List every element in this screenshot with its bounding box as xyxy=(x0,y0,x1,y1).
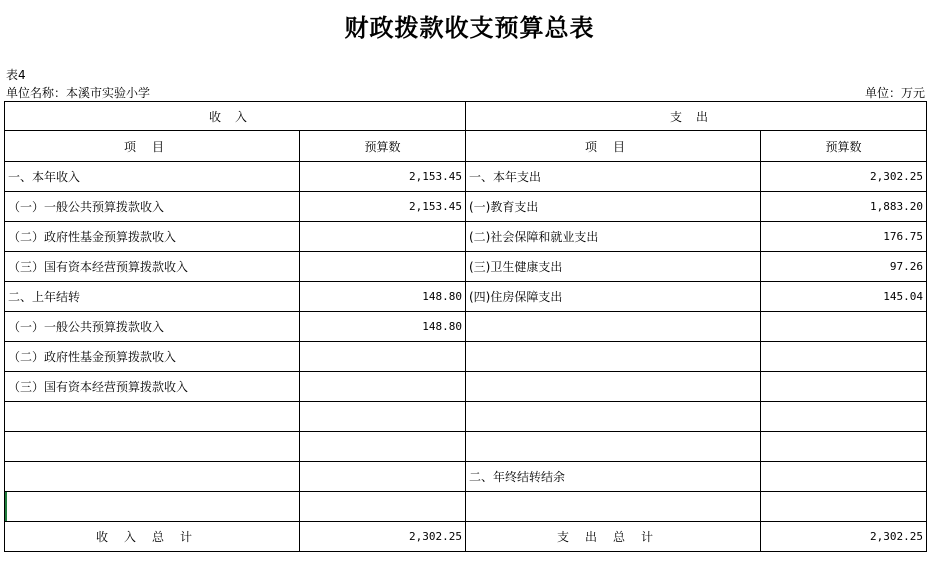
expense-item-cell[interactable]: (一)教育支出 xyxy=(466,192,761,222)
income-item-cell[interactable]: （三）国有资本经营预算拨款收入 xyxy=(5,372,300,402)
expense-value-cell[interactable] xyxy=(761,312,927,342)
expense-total-label[interactable]: 支出总计 xyxy=(466,522,761,552)
income-value-cell[interactable] xyxy=(300,252,466,282)
expense-value-cell[interactable]: 2,302.25 xyxy=(761,162,927,192)
expense-value-cell[interactable]: 1,883.20 xyxy=(761,192,927,222)
expense-value-cell[interactable] xyxy=(761,492,927,522)
expense-item-cell[interactable]: (四)住房保障支出 xyxy=(466,282,761,312)
income-budget-header[interactable]: 预算数 xyxy=(300,131,466,162)
expense-item-cell[interactable] xyxy=(466,312,761,342)
expense-value-cell[interactable] xyxy=(761,402,927,432)
table-row xyxy=(5,462,927,492)
table-row xyxy=(5,432,927,462)
income-value-cell[interactable] xyxy=(300,222,466,252)
expense-value-cell[interactable]: 176.75 xyxy=(761,222,927,252)
income-item-cell[interactable] xyxy=(5,402,300,432)
table-row xyxy=(5,252,927,282)
budget-table xyxy=(4,101,927,552)
expense-budget-header[interactable]: 预算数 xyxy=(761,131,927,162)
table-row xyxy=(5,372,927,402)
totals-row xyxy=(5,522,927,552)
expense-item-cell[interactable] xyxy=(466,432,761,462)
income-item-cell[interactable]: （二）政府性基金预算拨款收入 xyxy=(5,342,300,372)
income-total-value[interactable]: 2,302.25 xyxy=(300,522,466,552)
income-value-cell[interactable]: 148.80 xyxy=(300,312,466,342)
expense-item-cell[interactable]: (三)卫生健康支出 xyxy=(466,252,761,282)
income-value-cell[interactable] xyxy=(300,492,466,522)
unit-name: 单位名称：本溪市实验小学 xyxy=(6,86,151,100)
income-total-label[interactable]: 收入总计 xyxy=(5,522,300,552)
unit-label: 单位：万元 xyxy=(864,86,925,100)
income-value-cell[interactable]: 2,153.45 xyxy=(300,162,466,192)
expense-item-cell[interactable] xyxy=(466,372,761,402)
table-number: 表4 xyxy=(6,68,26,82)
table-row xyxy=(5,162,927,192)
expense-total-value[interactable]: 2,302.25 xyxy=(761,522,927,552)
income-value-cell[interactable]: 148.80 xyxy=(300,282,466,312)
income-item-cell[interactable]: 一、本年收入 xyxy=(5,162,300,192)
expense-header[interactable]: 支出 xyxy=(466,102,927,131)
expense-item-header[interactable]: 项目 xyxy=(466,131,761,162)
table-row xyxy=(5,342,927,372)
income-item-cell[interactable]: （三）国有资本经营预算拨款收入 xyxy=(5,252,300,282)
income-item-cell[interactable] xyxy=(5,432,300,462)
table-header-columns xyxy=(5,131,927,162)
income-item-header[interactable]: 项目 xyxy=(5,131,300,162)
income-item-cell[interactable] xyxy=(5,462,300,492)
income-value-cell[interactable] xyxy=(300,432,466,462)
table-header-group xyxy=(5,102,927,131)
table-row xyxy=(5,492,927,522)
table-row xyxy=(5,222,927,252)
income-item-cell[interactable]: 二、上年结转 xyxy=(5,282,300,312)
income-item-cell[interactable] xyxy=(5,492,300,522)
expense-value-cell[interactable]: 97.26 xyxy=(761,252,927,282)
expense-item-cell[interactable]: (二)社会保障和就业支出 xyxy=(466,222,761,252)
expense-value-cell[interactable] xyxy=(761,462,927,492)
expense-item-cell[interactable]: 二、年终结转结余 xyxy=(466,462,761,492)
expense-item-cell[interactable] xyxy=(466,402,761,432)
page-title: 财政拨款收支预算总表 xyxy=(344,13,595,42)
table-row xyxy=(5,312,927,342)
income-value-cell[interactable] xyxy=(300,462,466,492)
expense-item-cell[interactable] xyxy=(466,342,761,372)
expense-item-cell[interactable]: 一、本年支出 xyxy=(466,162,761,192)
table-row xyxy=(5,192,927,222)
income-value-cell[interactable] xyxy=(300,372,466,402)
expense-value-cell[interactable] xyxy=(761,342,927,372)
income-item-cell[interactable]: （一）一般公共预算拨款收入 xyxy=(5,312,300,342)
income-header[interactable]: 收入 xyxy=(5,102,466,131)
income-item-cell[interactable]: （一）一般公共预算拨款收入 xyxy=(5,192,300,222)
table-row xyxy=(5,402,927,432)
expense-value-cell[interactable] xyxy=(761,432,927,462)
income-item-cell[interactable]: （二）政府性基金预算拨款收入 xyxy=(5,222,300,252)
income-value-cell[interactable]: 2,153.45 xyxy=(300,192,466,222)
table-row xyxy=(5,282,927,312)
income-value-cell[interactable] xyxy=(300,342,466,372)
expense-value-cell[interactable]: 145.04 xyxy=(761,282,927,312)
expense-value-cell[interactable] xyxy=(761,372,927,402)
income-value-cell[interactable] xyxy=(300,402,466,432)
expense-item-cell[interactable] xyxy=(466,492,761,522)
